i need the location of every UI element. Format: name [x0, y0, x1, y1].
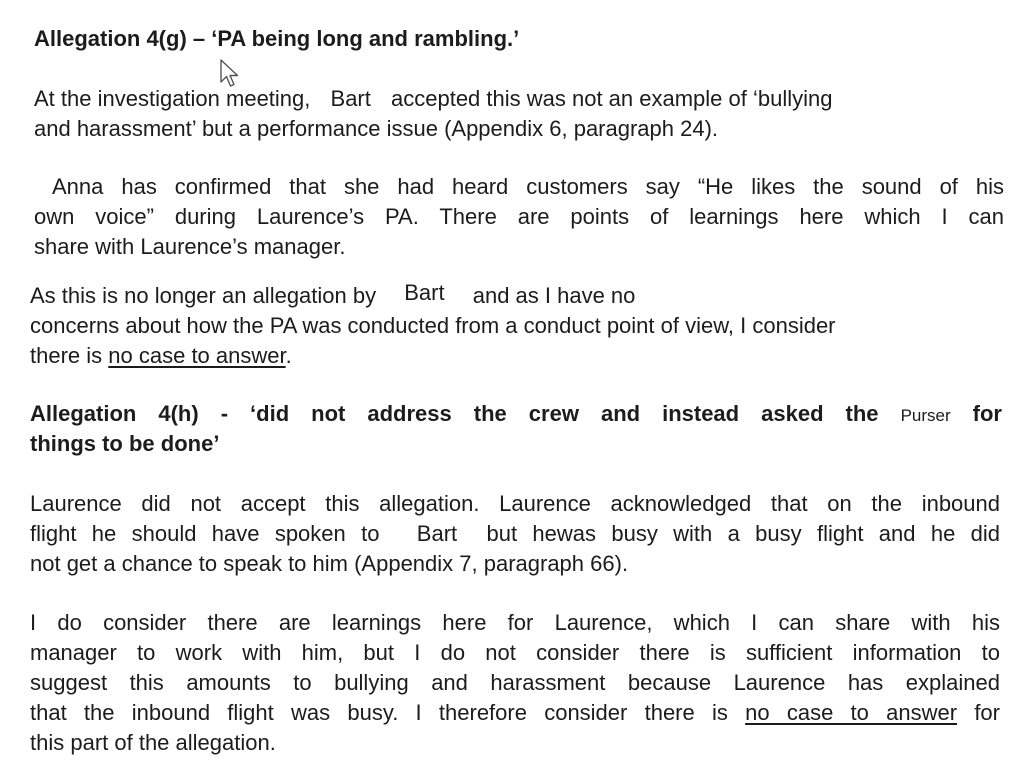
- g-p1-text-b: accepted this was not an example of ‘bullying: [391, 86, 833, 111]
- allegation-4g-heading: Allegation 4(g) – ‘PA being long and rambling.’: [34, 26, 520, 51]
- g-p1-text-a: At the investigation meeting,: [34, 86, 311, 111]
- no-case-to-answer-underlined: no case to answer: [745, 700, 958, 725]
- h-p1-line3: not get a chance to speak to him (Appendix 7, paragraph 66).: [30, 551, 629, 576]
- g-p3-text-c: there is: [30, 343, 103, 368]
- g-p3-line1: [30, 281, 635, 311]
- g-p1-line1: [34, 84, 1004, 114]
- h-p2-text-a: that the inbound flight was busy. I therefore consider there is: [30, 700, 728, 725]
- allegation-4h-heading-line1: [30, 399, 1002, 431]
- h-heading-text-a: Allegation 4(h) - ‘did not address the crew and instead asked the: [30, 401, 879, 426]
- redacted-name-bart: Bart: [330, 86, 371, 111]
- g-p2-line2: own voice” during Laurence’s PA. There are points of learnings here which I can: [34, 204, 1004, 229]
- arrow-cursor-icon: [219, 58, 241, 90]
- h-p2-line5: this part of the allegation.: [30, 730, 276, 755]
- g-p3-text-b: and as I have no: [472, 283, 636, 308]
- h-p2-line1: I do consider there are learnings here for Laurence, which I can share with his: [30, 610, 1000, 635]
- g-p2-line3: share with Laurence’s manager.: [34, 234, 346, 259]
- h-p1-text-a: flight he should have spoken to: [30, 521, 380, 546]
- g-p3-line2: concerns about how the PA was conducted from a conduct point of view, I consider: [30, 313, 836, 338]
- g-p3-line3: [30, 341, 292, 371]
- g-p3-period: .: [285, 343, 292, 368]
- redacted-role-purser: Purser: [900, 406, 951, 425]
- g-p2-line1: [34, 172, 1004, 202]
- h-p2-text-b: for: [974, 700, 1000, 725]
- h-p1-line1: Laurence did not accept this allegation. Laurence acknowledged that on the inbound: [30, 491, 1000, 516]
- h-p1-line2: [30, 519, 1000, 549]
- h-heading-text-b: for: [972, 401, 1002, 426]
- redacted-name-anna: Anna: [52, 174, 104, 199]
- no-case-to-answer-underlined: no case to answer: [108, 343, 286, 368]
- g-p3-text-a: As this is no longer an allegation by: [30, 283, 377, 308]
- g-p2-text: has confirmed that she had heard customers say “He likes the sound of his: [121, 174, 1004, 199]
- g-p1-line2: and harassment’ but a performance issue (Appendix 6, paragraph 24).: [34, 116, 719, 141]
- redacted-name-bart: Bart: [416, 521, 458, 546]
- h-p2-line4: [30, 698, 1000, 728]
- h-p2-line2: manager to work with him, but I do not consider there is sufficient information to: [30, 640, 1000, 665]
- h-p2-line3: suggest this amounts to bullying and harassment because Laurence has explained: [30, 670, 1000, 695]
- redacted-name-bart: Bart: [404, 280, 445, 305]
- allegation-4h-heading-line2: things to be done’: [30, 431, 220, 456]
- h-p1-text-b: but hewas busy with a busy flight and he did: [486, 521, 1000, 546]
